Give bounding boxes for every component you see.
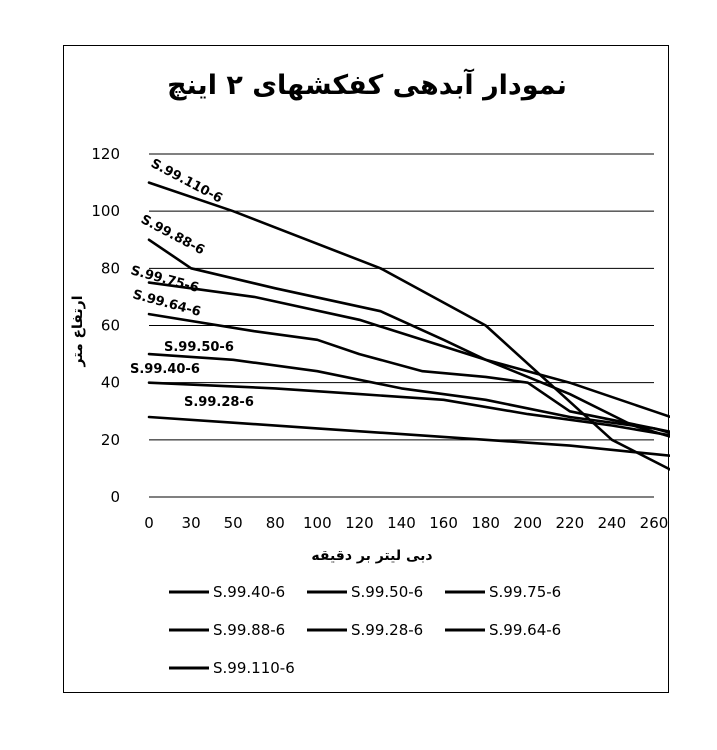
legend-label: S.99.50-6: [351, 583, 424, 601]
legend-item: [169, 583, 285, 601]
x-tick-label: 140: [387, 514, 416, 532]
y-tick-label: 120: [91, 145, 120, 163]
y-tick-label: 0: [110, 488, 120, 506]
chart-frame: [63, 45, 669, 693]
x-tick-label: 160: [429, 514, 458, 532]
series-label: S.99.88-6: [138, 212, 207, 259]
series-label: S.99.28-6: [184, 395, 254, 410]
y-tick-label: 40: [100, 373, 120, 392]
series-labels: [129, 156, 254, 410]
x-axis-title: دبی لیتر بر دقیقه: [311, 548, 433, 564]
legend-item: [307, 583, 423, 601]
legend-label: S.99.28-6: [351, 621, 424, 639]
series-line: [149, 417, 670, 483]
y-axis-ticks: [91, 145, 120, 506]
legend: [169, 583, 561, 677]
chart-title: نمودار آبدهی کفکشهای ۲ اینچ: [167, 70, 567, 101]
y-tick-label: 20: [100, 430, 120, 449]
x-tick-label: 200: [513, 514, 543, 532]
y-tick-label: 80: [100, 259, 120, 278]
legend-item: [307, 621, 423, 639]
legend-label: S.99.110-6: [213, 659, 295, 677]
series-label: S.99.40-6: [130, 362, 200, 377]
x-tick-label: 80: [265, 514, 285, 532]
x-tick-label: 120: [345, 514, 374, 532]
legend-item: [445, 621, 561, 639]
x-tick-label: 30: [181, 514, 201, 532]
x-tick-label: 220: [555, 514, 585, 532]
y-tick-label: 100: [91, 202, 120, 221]
x-tick-label: 180: [471, 514, 500, 532]
x-tick-label: 50: [223, 514, 243, 532]
x-tick-label: 240: [597, 514, 627, 532]
legend-label: S.99.64-6: [489, 621, 562, 639]
series-line: [149, 354, 670, 497]
legend-item: [169, 621, 285, 639]
series-label: S.99.50-6: [164, 340, 234, 355]
x-axis-ticks: [144, 514, 668, 532]
line-chart: [64, 46, 670, 694]
series-label: S.99.110-6: [148, 156, 225, 207]
x-tick-label: 260: [639, 514, 669, 532]
legend-label: S.99.40-6: [213, 583, 286, 601]
legend-item: [169, 659, 295, 677]
legend-label: S.99.75-6: [489, 583, 562, 601]
series-label: S.99.75-6: [128, 263, 201, 296]
y-tick-label: 60: [100, 316, 120, 335]
y-axis-title: ارتفاع متر: [70, 295, 86, 367]
x-tick-label: 100: [303, 514, 332, 532]
x-tick-label: 0: [144, 514, 154, 532]
legend-label: S.99.88-6: [213, 621, 286, 639]
legend-item: [445, 583, 561, 601]
series-label: S.99.64-6: [130, 287, 203, 320]
